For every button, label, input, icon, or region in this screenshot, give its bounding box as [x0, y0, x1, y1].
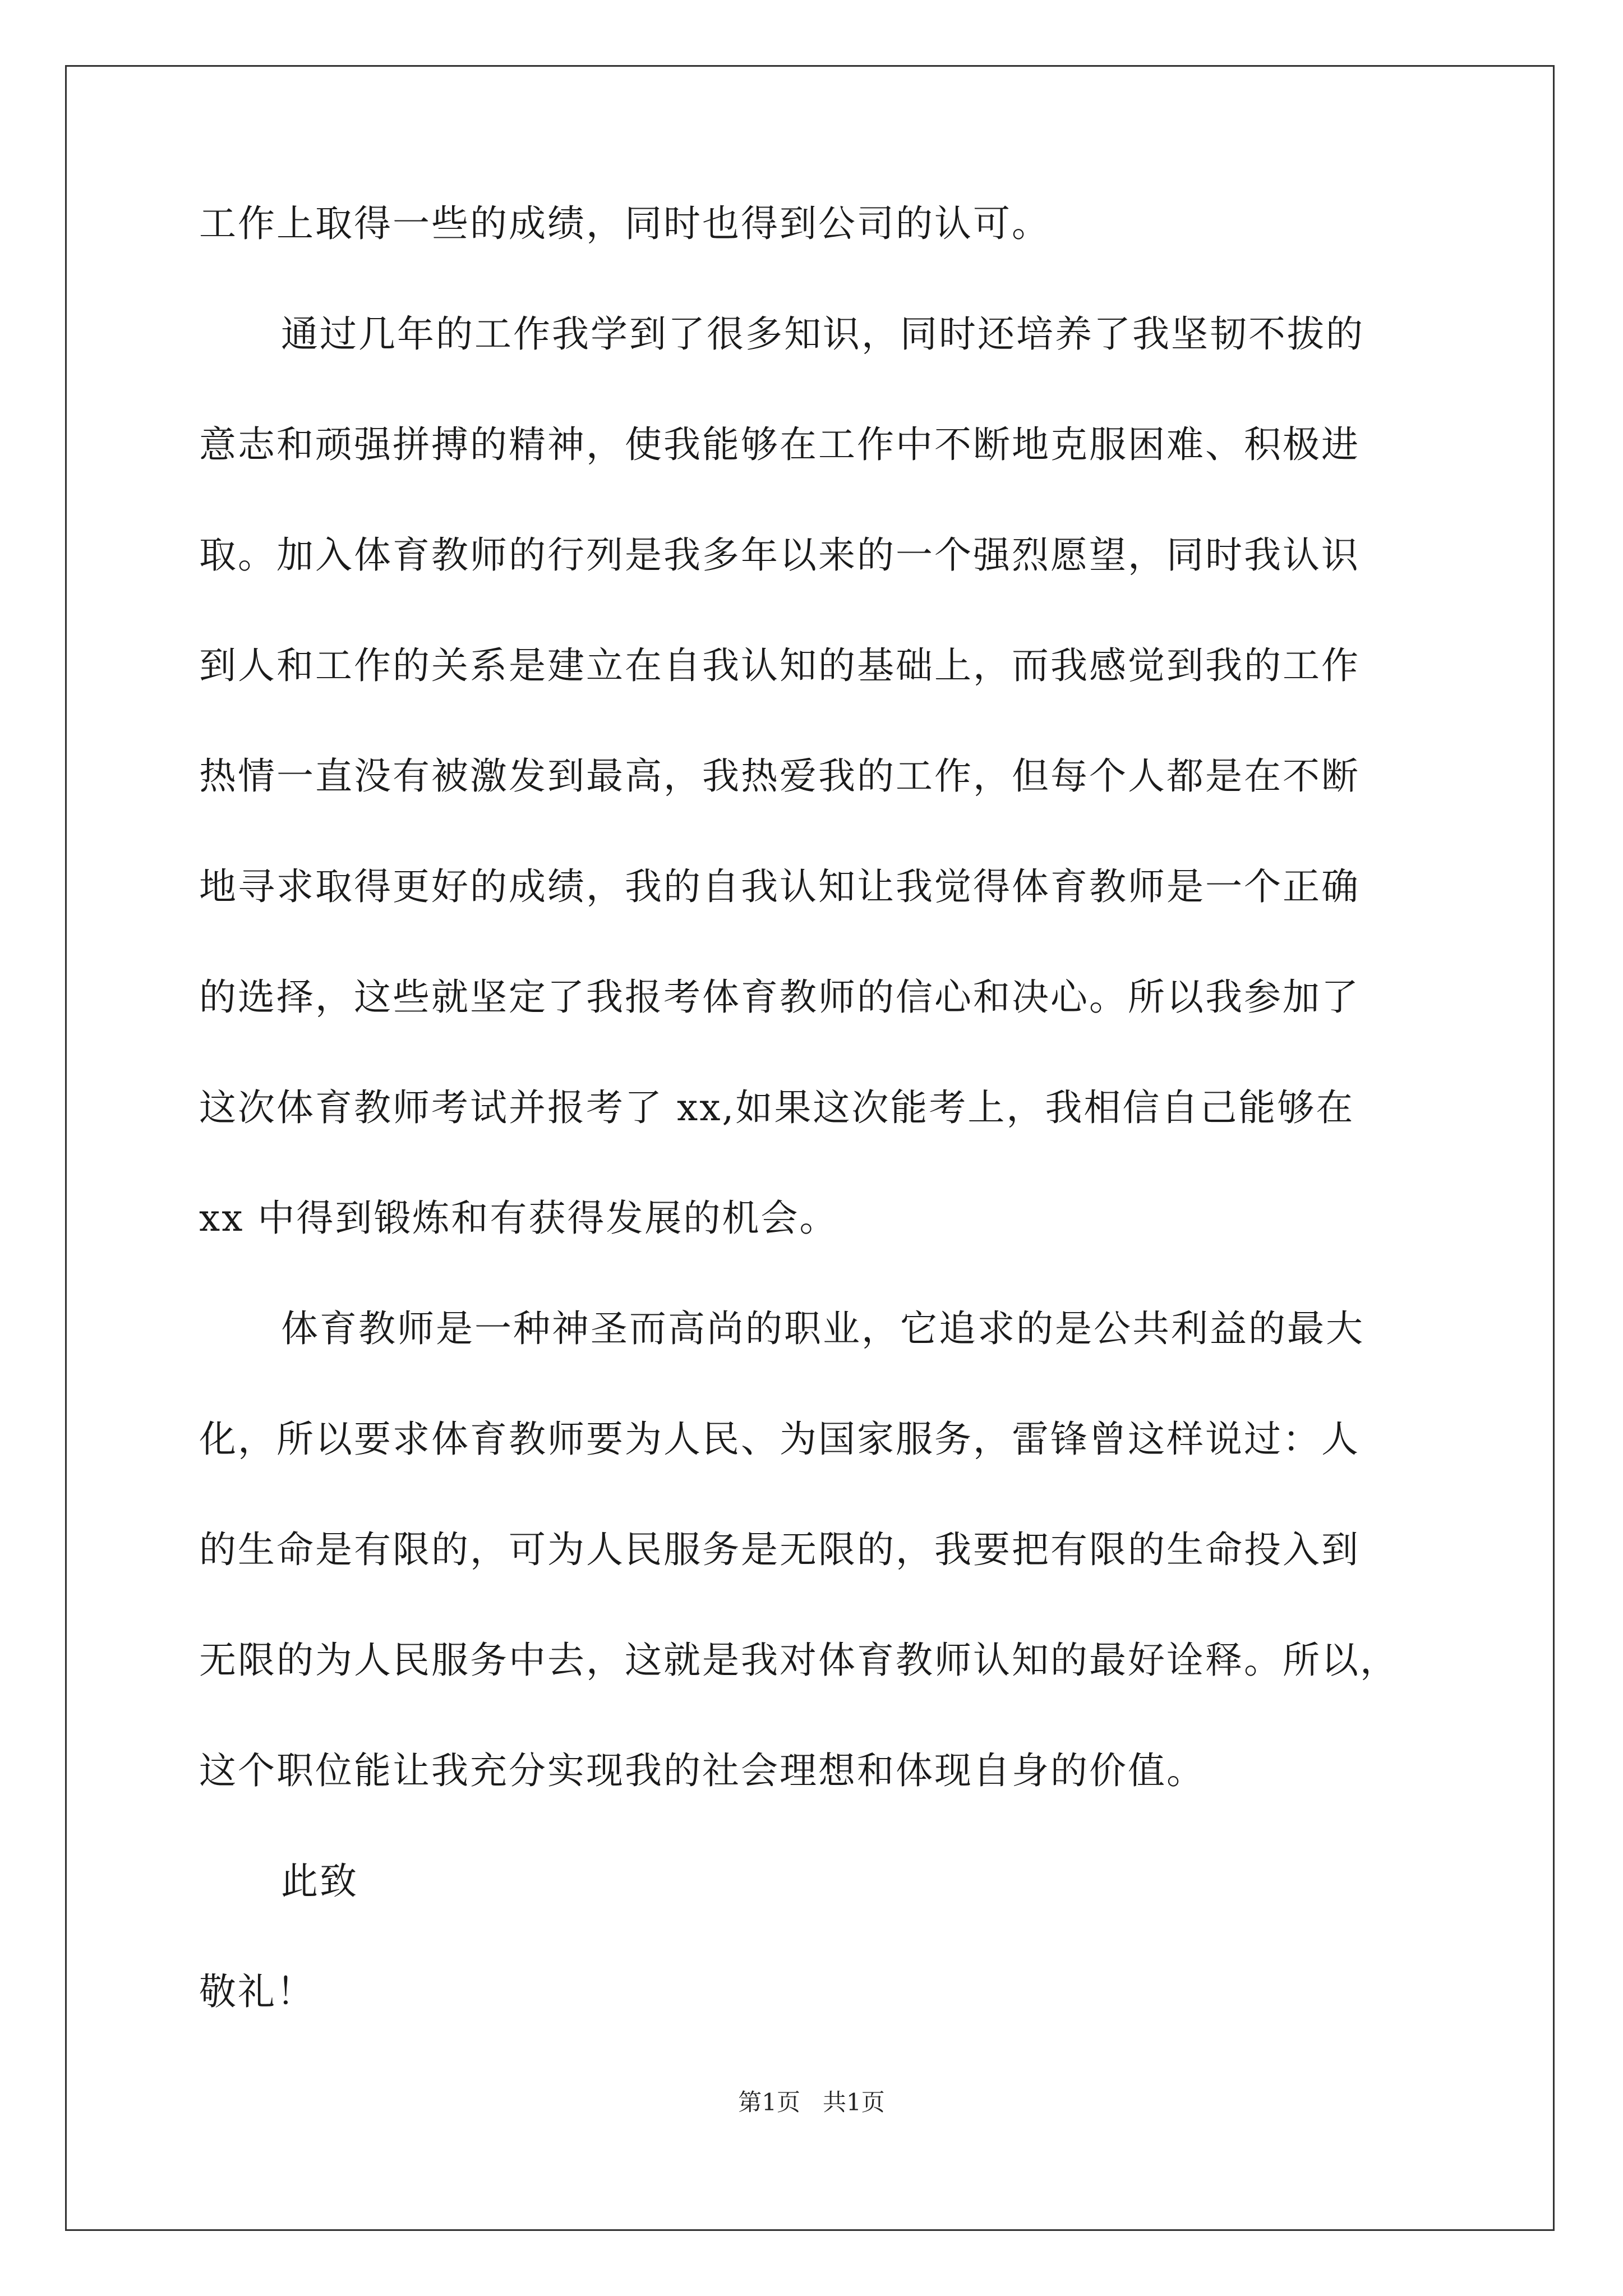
closing-regards: 敬礼！ [199, 1970, 315, 2013]
body-line: 意志和顽强拼搏的精神，使我能够在工作中不断地克服困难、积极进 [199, 423, 1360, 466]
page-footer [0, 2086, 1623, 2119]
closing-salutation: 此致 [281, 1860, 358, 1903]
document-body [199, 168, 1438, 2047]
body-line: 到人和工作的关系是建立在自我认知的基础上，而我感觉到我的工作 [199, 644, 1360, 687]
body-line: 地寻求取得更好的成绩，我的自我认知让我觉得体育教师是一个正确 [199, 865, 1360, 908]
body-line: 的选择，这些就坚定了我报考体育教师的信心和决心。所以我参加了 [199, 976, 1360, 1019]
body-line: 通过几年的工作我学到了很多知识，同时还培养了我坚韧不拔的 [281, 312, 1364, 356]
body-line: 无限的为人民服务中去，这就是我对体育教师认知的最好诠释。所以， [199, 1639, 1399, 1682]
body-line: 化，所以要求体育教师要为人民、为国家服务，雷锋曾这样说过：人 [199, 1418, 1360, 1461]
body-line: 取。加入体育教师的行列是我多年以来的一个强烈愿望，同时我认识 [199, 533, 1360, 577]
page-number: 第1页 [738, 2088, 800, 2116]
body-line: 这个职位能让我充分实现我的社会理想和体现自身的价值。 [199, 1749, 1205, 1792]
body-line: 这次体育教师考试并报考了 xx,如果这次能考上，我相信自己能够在 [199, 1086, 1355, 1129]
body-line: 的生命是有限的，可为人民服务是无限的，我要把有限的生命投入到 [199, 1528, 1360, 1571]
body-line: 热情一直没有被激发到最高，我热爱我的工作，但每个人都是在不断 [199, 754, 1360, 798]
body-line: 体育教师是一种神圣而高尚的职业，它追求的是公共利益的最大 [281, 1307, 1364, 1350]
page-total: 共1页 [823, 2088, 885, 2116]
body-line: 工作上取得一些的成绩，同时也得到公司的认可。 [199, 202, 1050, 245]
body-line: xx 中得到锻炼和有获得发展的机会。 [199, 1197, 838, 1240]
